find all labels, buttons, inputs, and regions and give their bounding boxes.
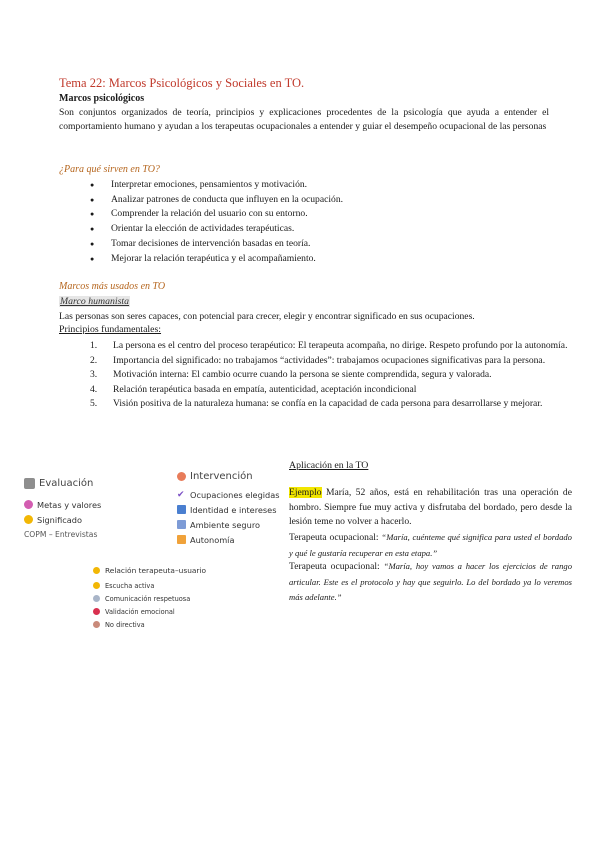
purpose-list: [90, 178, 550, 266]
application-quote-2: [289, 559, 572, 606]
list-item: ● Tomar decisiones de intervención basadas en teoría.: [90, 237, 550, 252]
quote-speaker: Terapeuta ocupacional:: [289, 561, 384, 572]
relationship-item: No directiva: [105, 620, 145, 629]
list-item: ● Analizar patrones de conducta que influyen en la ocupación.: [90, 193, 550, 208]
autonomy-icon: [177, 535, 186, 544]
relationship-item: Comunicación respetuosa: [105, 594, 191, 603]
principles-heading: Principios fundamentales:: [59, 324, 162, 335]
example-text: María, 52 años, está en rehabilitación tras una operación de hombro. Siempre fue muy activa y disfrutaba del bordado, pero desde la lesión teme no volver a hacerlo.: [289, 487, 572, 527]
quote-text: “María, hoy vamos a hacer los ejercicios de rango articular. Este es el protocolo y hay que seguirlo. Lo del bordado ya lo veremos más adelante.”: [289, 561, 572, 602]
application-quote-1: [289, 530, 572, 561]
intervention-item: Ambiente seguro: [190, 519, 261, 530]
evaluation-icon: [24, 478, 35, 489]
quote-speaker: Terapeuta ocupacional:: [289, 532, 382, 543]
list-item: ● Interpretar emociones, pensamientos y motivación.: [90, 178, 550, 193]
relationship-item: Escucha activa: [105, 581, 155, 590]
list-item: ● Comprender la relación del usuario con su entorno.: [90, 207, 550, 222]
purpose-heading: ¿Para qué sirven en TO?: [59, 164, 160, 175]
principles-list: [90, 339, 572, 412]
intervention-item: Ocupaciones elegidas: [190, 489, 280, 500]
evaluation-item: Metas y valores: [37, 499, 102, 510]
example-label: Ejemplo: [289, 487, 322, 498]
section-heading-psychological-frames: Marcos psicológicos: [59, 93, 145, 104]
relationship-title: Relación terapeuta–usuario: [105, 565, 207, 575]
check-icon: ✔: [177, 489, 185, 500]
relationship-item: Validación emocional: [105, 607, 175, 616]
intervention-item: Identidad e intereses: [190, 504, 277, 515]
identity-icon: [177, 505, 186, 514]
humanist-description: Las personas son seres capaces, con potencial para crecer, elegir y encontrar significado en sus ocupaciones.: [59, 311, 475, 322]
list-item: 4. Relación terapéutica basada en empatía, autenticidad, aceptación incondicional: [90, 383, 417, 395]
intervention-block: [177, 467, 280, 547]
list-item: 1. La persona es el centro del proceso terapéutico: El terapeuta acompaña, no dirige. Respeto profundo por la autonomía.: [90, 340, 568, 351]
list-item: 3. Motivación interna: El cambio ocurre cuando la persona se siente comprendida, segura y valorada.: [90, 369, 492, 380]
frames-heading: Marcos más usados en TO: [59, 281, 166, 292]
star-icon: [24, 515, 33, 524]
speech-bubble-icon: [93, 595, 100, 602]
gear-icon: [177, 472, 186, 481]
application-example: [289, 486, 572, 530]
page-title: Tema 22: Marcos Psicológicos y Sociales en TO.: [59, 76, 305, 90]
list-item: ● Mejorar la relación terapéutica y el acompañamiento.: [90, 252, 550, 267]
list-item: 2. Importancia del significado: no trabajamos “actividades”: trabajamos ocupaciones significativas para la persona.: [90, 354, 546, 366]
list-item: 5. Visión positiva de la naturaleza humana: se confía en la capacidad de cada persona para desarrollarse y mejorar.: [90, 398, 543, 409]
evaluation-block: [24, 474, 101, 542]
list-item: ● Orientar la elección de actividades terapéuticas.: [90, 222, 550, 237]
humanist-frame-heading: Marco humanista: [60, 296, 130, 307]
intervention-title: Intervención: [190, 470, 253, 482]
section-body-psychological-frames: Son conjuntos organizados de teoría, principios y explicaciones procedentes de la psicología que ayuda a entender el comportamiento humano y ayudan a los terapeutas ocupacionales a entender y guiar el desempeño ocupacional de las personas: [59, 107, 549, 132]
evaluation-item: Significado: [37, 514, 83, 525]
evaluation-footer: COPM – Entrevistas: [24, 530, 98, 539]
evaluation-title: Evaluación: [39, 477, 94, 489]
heart-icon: [93, 608, 100, 615]
application-heading: Aplicación en la TO: [289, 460, 369, 471]
target-icon: [24, 500, 33, 509]
no-entry-icon: [93, 621, 100, 628]
ear-icon: [93, 582, 100, 589]
relationship-block: [93, 563, 206, 631]
quote-text: “María, cuénteme qué significa para usted el bordado y qué le gustaría recuperar en esta etapa.”: [289, 532, 572, 558]
handshake-icon: [93, 567, 100, 574]
shield-icon: [177, 520, 186, 529]
intervention-item: Autonomía: [190, 534, 235, 545]
